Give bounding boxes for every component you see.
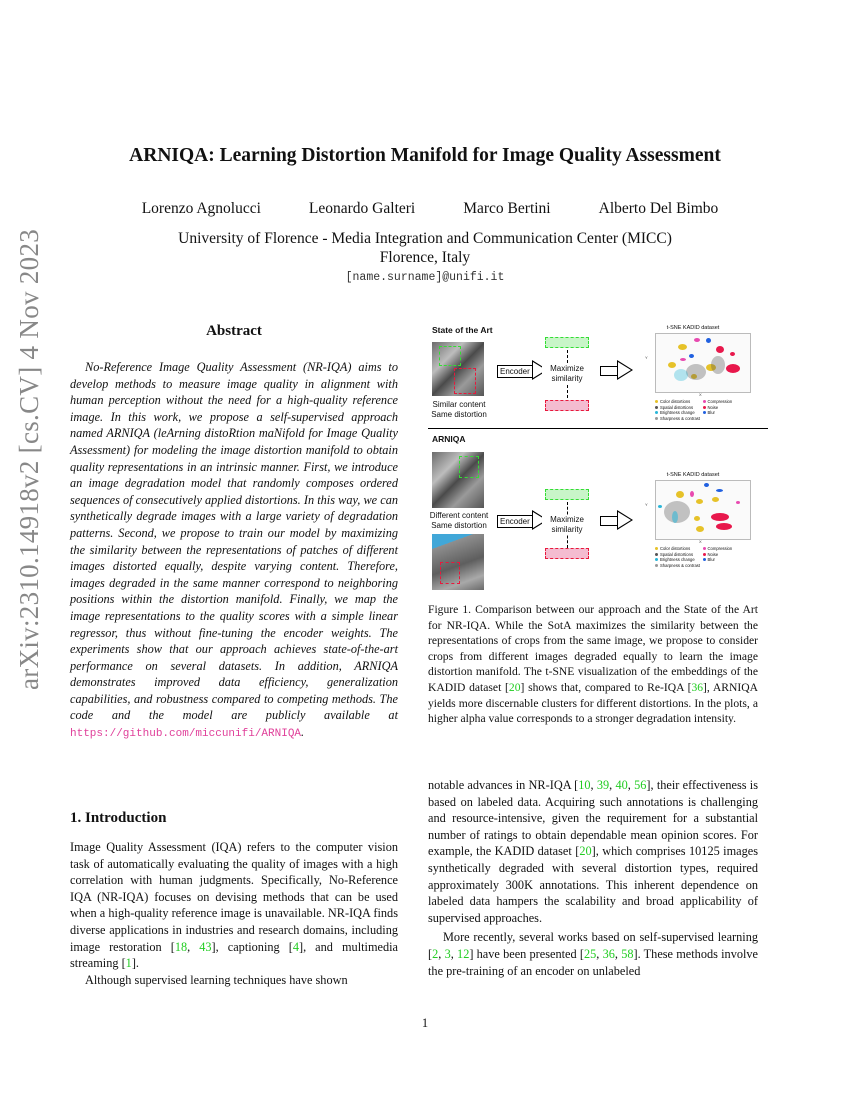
- intro-paragraph: Although supervised learning techniques have shown: [85, 972, 348, 987]
- page-number: 1: [421, 1016, 429, 1030]
- citation-link[interactable]: 36: [602, 946, 615, 961]
- citation-link[interactable]: 39: [596, 778, 610, 792]
- citation-link[interactable]: 18: [174, 939, 188, 954]
- citation-link[interactable]: 2: [432, 946, 439, 961]
- sota-image-caption: [428, 400, 490, 420]
- introduction-body-left: Image Quality Assessment (IQA) refers to the computer vision task of automatically evaluating the quality of images with a high correlation with human judgments. Specifically, No-Reference IQA (NR-IQA) focuses on devising methods that can be used when a high-quality reference image is unavailable. NR-IQA finds diverse applications in industries and research domains, including image restoration [18, 43], captioning [4], and multimedia streaming [1]. Although supervised learning techniques have shown: [70, 840, 398, 987]
- arniqa-image-caption: [428, 511, 490, 531]
- legend-item: Sharpness & contrast: [655, 416, 703, 422]
- citation-link[interactable]: 43: [199, 939, 212, 954]
- legend-item: Brightness change: [655, 557, 703, 563]
- figure-1: [428, 322, 768, 592]
- github-link[interactable]: https://github.com/miccunifi/ARNIQA: [70, 728, 302, 741]
- intro-text: ]. These methods involve the pre-training of an encoder on unlabeled: [428, 946, 759, 978]
- citation-link[interactable]: 58: [621, 946, 634, 961]
- intro-text: More recently, several works based on self-supervised learning [: [428, 930, 758, 961]
- green-crop: [439, 346, 461, 366]
- author-email: [name.surname]@unifi.it: [345, 271, 505, 284]
- legend-item: Noise: [703, 405, 751, 411]
- red-embedding: [545, 400, 589, 411]
- intro-text: ], and multimedia streaming [: [70, 939, 398, 971]
- legend-item: Sharpness & contrast: [655, 563, 703, 569]
- affiliation-line: University of Florence - Media Integration and Communication Center (MICC): [178, 230, 672, 247]
- y-axis-label: Y: [645, 355, 648, 360]
- green-embedding: [545, 337, 589, 348]
- arniqa-label: ARNIQA: [432, 434, 466, 444]
- intro-text: notable advances in NR-IQA [: [428, 778, 579, 792]
- maximize-similarity-label: [542, 364, 592, 384]
- arniqa-image-top: [432, 452, 484, 508]
- arrow-icon: [617, 360, 633, 380]
- plot-area: [655, 333, 751, 393]
- red-crop: [440, 562, 460, 584]
- legend-item: Blur: [703, 557, 751, 563]
- author: Leonardo Galteri: [308, 200, 416, 217]
- legend-item: Brightness change: [655, 410, 703, 416]
- caption-line: Similar content: [432, 400, 486, 409]
- caption-line: Same distortion: [431, 521, 487, 530]
- plot-area: [655, 480, 751, 540]
- figure-caption: [428, 602, 758, 727]
- intro-text: ] have been presented [: [469, 946, 584, 961]
- tsne-plot-arniqa: [633, 472, 753, 572]
- green-crop: [459, 456, 479, 478]
- citation-link[interactable]: 1: [125, 956, 132, 971]
- citation-link[interactable]: 12: [457, 946, 470, 961]
- arniqa-image-bottom: [432, 534, 484, 590]
- abstract-heading: Abstract: [206, 323, 262, 339]
- red-crop: [454, 368, 476, 394]
- affiliation-line: Florence, Italy: [379, 249, 471, 266]
- legend-item: Spatial distortions: [655, 405, 703, 411]
- citation-link[interactable]: 25: [583, 946, 597, 961]
- caption-line: Same distortion: [431, 410, 487, 419]
- legend-item: Color distortions: [655, 399, 703, 405]
- legend-item: Noise: [703, 552, 751, 558]
- arrow-icon: [617, 510, 633, 530]
- plot-legend: [655, 399, 750, 421]
- sota-image: [432, 342, 484, 396]
- abstract-text: No-Reference Image Quality Assessment (NR-IQA) aims to develop methods to measure image quality in alignment with human perception without the need for a high-quality reference image. In this work, we propose a self-supervised approach named ARNIQA (leArning distoRtion maNifold for Image Quality Assessment) for modeling the image distortion manifold to obtain quality representations in an intrinsic manner. First, we introduce an image degradation model that randomly composes ordered sequences of consecutively applied distortions. In this way, we can synthetically degrade images with a large variety of degradation patterns. Second, we propose to train our model by maximizing the similarity between the representations of patches of different images distorted equally, despite varying content. Therefore, images degraded in the same manner correspond to neighboring positions within the distortion manifold. Finally, we map the image representations to the quality scores with a simple linear regressor, thus without fine-tuning the encoder weights. The experiments show that our approach achieves state-of-the-art performance on several datasets. In addition, ARNIQA demonstrates improved data efficiency, generalization capabilities, and robustness compared to competing methods. The code and the model are publicly available at: [70, 360, 398, 723]
- red-embedding: [545, 548, 589, 559]
- citation-link[interactable]: 10: [578, 778, 591, 792]
- citation-link[interactable]: 4: [292, 939, 299, 954]
- caption-line: Different content: [429, 511, 489, 520]
- legend-item: Color distortions: [655, 546, 703, 552]
- caption-text: ] shows that, compared to Re-IQA [: [520, 680, 692, 694]
- encoder-block: Encoder: [497, 515, 533, 528]
- introduction-body-right: notable advances in NR-IQA [10, 39, 40, 56], their effectiveness is based on labeled data. Acquiring such annotations is challenging and resource-intensive, given the requirement for a substantial number of ratings to obtain dependable mean opinion scores. For example, the KADID dataset [20], which comprises 10125 images synthetically degraded with several distortion types, required approximately 300K annotations. This inherent dependence on labeled data hampers the scalability and broad applicability of supervised approaches. More recently, several works based on self-supervised learning [2, 3, 12] have been presented [25, 36, 58]. These methods involve the pre-training of an encoder on unlabeled: [428, 778, 759, 978]
- abstract-end: .: [301, 725, 305, 740]
- citation-link[interactable]: 20: [508, 680, 521, 694]
- intro-paragraph: More recently, several works based on self-supervised learning [2, 3, 12] have been presented [25, 36, 58]. These methods involve the pre-training of an encoder on unlabeled: [428, 930, 759, 978]
- plot-title: t-SNE KADID dataset: [666, 325, 720, 331]
- maximize-similarity-label: [542, 515, 592, 535]
- caption-text: Figure 1. Comparison between our approach and the State of the Art for NR-IQA. While the SotA maximizes the similarity between the representations of crops from the same image, we propose to consider crops from different images degraded equally to learn the image distortion manifold. The t-SNE visualization of the embeddings of the KADID dataset [: [428, 603, 758, 694]
- label-line: Maximize: [550, 364, 584, 373]
- introduction-heading: 1. Introduction: [70, 810, 167, 826]
- encoder-block: Encoder: [497, 365, 533, 378]
- plot-legend: [655, 546, 750, 568]
- legend-item: Blur: [703, 410, 751, 416]
- legend-item: Spatial distortions: [655, 552, 703, 558]
- affiliation: [0, 229, 850, 267]
- author-list: [0, 200, 850, 218]
- sota-label: State of the Art: [432, 325, 493, 335]
- caption-text: ], ARNIQA yields more discernable clusters for different distortions. In the plots, a higher alpha value corresponds to a stronger degradation intensity.: [428, 680, 758, 726]
- intro-text: ], their effectiveness is based on labeled data. Acquiring such annotations is challenging and resource-intensive, given the requirement for a substantial number of ratings to obtain dependable mean opinion scores. For example, the KADID dataset [: [428, 778, 759, 859]
- green-embedding: [545, 489, 589, 500]
- plot-title: t-SNE KADID dataset: [666, 472, 720, 478]
- citation-link[interactable]: 36: [691, 680, 704, 694]
- x-axis-label: X: [699, 392, 702, 397]
- x-axis-label: X: [699, 539, 702, 544]
- author: Marco Bertini: [463, 200, 551, 217]
- intro-text: ], captioning [: [211, 939, 293, 954]
- arxiv-stamp: arXiv:2310.14918v2 [cs.CV] 4 Nov 2023: [14, 228, 44, 690]
- y-axis-label: Y: [645, 502, 648, 507]
- citation-link[interactable]: 20: [579, 844, 592, 859]
- figure-divider: [428, 428, 768, 429]
- intro-text: ], which comprises 10125 images synthetically degraded with several distortion types, required approximately 300K annotations. This inherent dependence on labeled data hampers the scalability and broad applicability of supervised approaches.: [428, 844, 758, 925]
- intro-text: Image Quality Assessment (IQA) refers to the computer vision task of automatically evaluating the quality of images with a high correlation with human judgments. Specifically, No-Reference IQA (NR-IQA) focuses on devising methods that can be used when a high-quality reference image is unavailable. NR-IQA finds diverse applications in industries and research domains, including image restoration [: [70, 840, 398, 954]
- citation-link[interactable]: 40: [615, 778, 628, 792]
- author: Alberto Del Bimbo: [598, 200, 719, 217]
- label-line: similarity: [551, 374, 583, 383]
- citation-link[interactable]: 3: [444, 946, 451, 961]
- label-line: similarity: [551, 525, 583, 534]
- intro-text: ].: [131, 956, 139, 971]
- legend-item: Compression: [703, 546, 751, 552]
- abstract-body: [70, 359, 398, 743]
- author: Lorenzo Agnolucci: [141, 200, 261, 217]
- citation-link[interactable]: 56: [634, 778, 647, 792]
- paper-title: ARNIQA: Learning Distortion Manifold for Image Quality Assessment: [129, 145, 721, 166]
- tsne-plot-sota: [633, 325, 753, 425]
- legend-item: Compression: [703, 399, 751, 405]
- label-line: Maximize: [550, 515, 584, 524]
